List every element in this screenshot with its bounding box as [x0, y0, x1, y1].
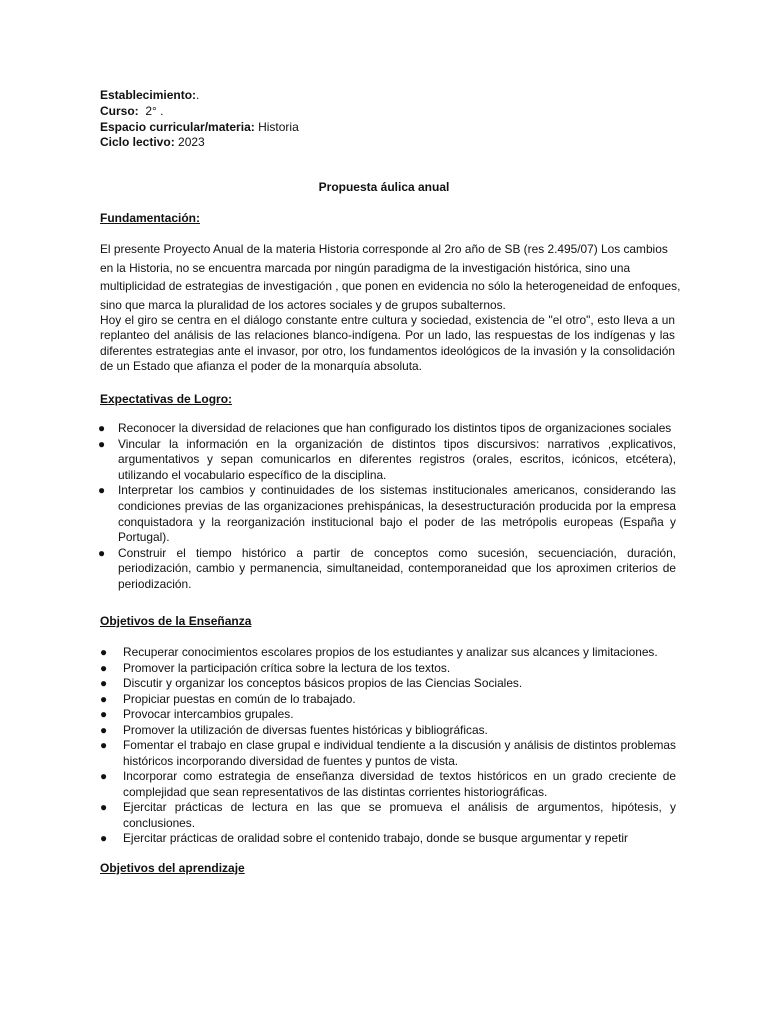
espacio-row	[100, 120, 299, 136]
document-title: Propuesta áulica anual	[318, 180, 450, 194]
objetivos-ensenanza-heading: Objetivos de la Enseñanza	[100, 614, 252, 628]
establecimiento-row	[100, 88, 299, 104]
list-item-text: Reconocer la diversidad de relaciones que han configurado los distintos tipos de organizaciones sociales	[118, 421, 672, 435]
bullet-icon: ●	[100, 691, 108, 706]
list-item	[98, 421, 676, 437]
fundamentacion-paragraph-2	[100, 313, 675, 374]
bullet-icon: ●	[100, 738, 108, 752]
list-item-text: Promover la participación crítica sobre la lectura de los textos.	[123, 660, 451, 675]
header-block	[100, 88, 299, 151]
list-item-text: Discutir y organizar los conceptos básicos propios de las Ciencias Sociales.	[123, 676, 523, 690]
paragraph-text: Hoy el giro se centra en el diálogo constante entre cultura y sociedad, existencia de "el otro", esto lleva a un replanteo del análisis de las relaciones blanco-indígena. Por un lado, las respuestas de los indígenas y las diferentes estrategias ante el invasor, por otro, los fundamentos ideológicos de la invasión y la consolidación de un Estado que afianza el poder de la monarquía absoluta.	[100, 313, 675, 373]
text-line: multiplicidad de estrategias de investigación , que ponen en evidencia no sólo la heterogeneidad de enfoques,	[100, 279, 681, 294]
list-item-text: Recuperar conocimientos escolares propios de los estudiantes y analizar sus alcances y limitaciones.	[123, 645, 658, 659]
list-item	[98, 800, 676, 831]
objetivos-aprendizaje-heading: Objetivos del aprendizaje	[100, 861, 245, 875]
list-item	[98, 769, 676, 800]
list-item-text: Propiciar puestas en común de lo trabajado.	[123, 691, 356, 706]
list-item	[98, 661, 676, 677]
curso-label: Curso:	[100, 103, 139, 118]
list-item-text: Provocar intercambios grupales.	[123, 707, 294, 721]
list-item	[98, 676, 676, 692]
list-item-text: Construir el tiempo histórico a partir de conceptos como sucesión, secuenciación, duración, periodización, cambio y permanencia, simultaneidad, contemporaneidad que los aproximen criterios de periodización.	[118, 545, 676, 591]
bullet-icon: ●	[100, 707, 108, 721]
list-item-text: Ejercitar prácticas de oralidad sobre el contenido trabajo, donde se busque argumentar y repetir	[123, 831, 628, 845]
list-item	[98, 723, 676, 739]
bullet-icon: ●	[100, 769, 108, 783]
ciclo-row	[100, 135, 299, 151]
list-item-text: Fomentar el trabajo en clase grupal e individual tendiente a la discusión y análisis de distintos problemas históricos incorporando diversidad de fuentes y puntos de vista.	[123, 738, 676, 768]
espacio-label: Espacio curricular/materia:	[100, 119, 255, 134]
list-item-text: Ejercitar prácticas de lectura en las que se promueva el análisis de argumentos, hipótesis, y conclusiones.	[123, 800, 676, 830]
list-item-text: Incorporar como estrategia de enseñanza diversidad de textos históricos en un grado creciente de complejidad que sean representativos de las distintas corrientes historiográficas.	[123, 769, 676, 799]
ciclo-value: 2023	[178, 135, 205, 150]
list-item	[98, 483, 676, 545]
fundamentacion-heading: Fundamentación:	[100, 211, 201, 225]
list-item	[98, 437, 676, 484]
expectativas-heading: Expectativas de Logro:	[100, 392, 233, 406]
ciclo-label: Ciclo lectivo:	[100, 135, 175, 150]
bullet-icon: ●	[100, 800, 108, 814]
bullet-icon: ●	[98, 436, 106, 451]
curso-value: 2° .	[145, 103, 164, 118]
bullet-icon: ●	[98, 545, 106, 560]
list-item-text: Promover la utilización de diversas fuentes históricas y bibliográficas.	[123, 722, 488, 737]
list-item	[98, 738, 676, 769]
list-item	[98, 546, 676, 593]
text-line: en la Historia, no se encuentra marcada por ningún paradigma de la investigación histórica, sino una	[100, 260, 631, 275]
list-item	[98, 707, 676, 723]
establecimiento-label: Establecimiento:	[100, 88, 197, 102]
curso-row	[100, 104, 299, 120]
list-item	[98, 645, 676, 661]
fundamentacion-paragraph-1	[100, 240, 681, 314]
espacio-value: Historia	[258, 119, 299, 134]
bullet-icon: ●	[98, 421, 106, 435]
establecimiento-value: .	[196, 88, 200, 102]
text-line: El presente Proyecto Anual de la materia Historia corresponde al 2ro año de SB (res 2.495/07) Los cambios	[100, 242, 668, 256]
list-item	[98, 831, 676, 847]
list-item-text: Interpretar los cambios y continuidades de los sistemas institucionales americanos, considerando las condiciones previas de las organizaciones prehispánicas, la desestructuración producida por la empresa conquistadora y la reorganización institucional bajo el poder de las metrópolis europeas (España y Portugal).	[118, 483, 676, 545]
bullet-icon: ●	[98, 483, 106, 498]
bullet-icon: ●	[100, 831, 108, 845]
bullet-icon: ●	[100, 722, 108, 737]
bullet-icon: ●	[100, 660, 108, 675]
list-item	[98, 692, 676, 708]
expectativas-list	[98, 421, 676, 593]
bullet-icon: ●	[100, 645, 108, 659]
text-line: sino que marca la pluralidad de los actores sociales y de grupos subalternos.	[100, 297, 506, 312]
objetivos-ensenanza-list	[98, 645, 676, 847]
list-item-text: Vincular la información en la organización de distintos tipos discursivos: narrativos ,explicativos, argumentativos y sepan comunicarlos en diferentes registros (orales, escritos, icónicos, etcétera), utilizando el vocabulario específico de la disciplina.	[118, 436, 676, 482]
bullet-icon: ●	[100, 676, 108, 690]
